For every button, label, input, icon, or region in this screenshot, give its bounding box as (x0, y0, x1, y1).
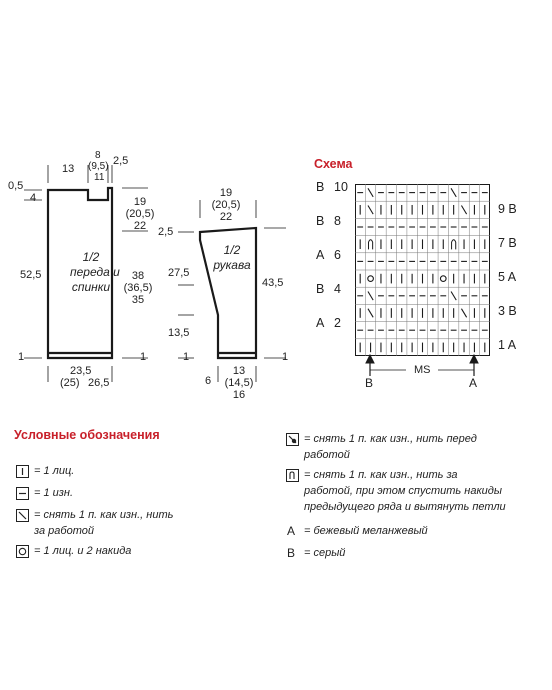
sleeve-upper: 27,5 (168, 267, 190, 279)
sleeve-width-group (220, 365, 258, 401)
body-title (70, 250, 120, 295)
knit-grid (355, 184, 490, 356)
row-color-letter: B (316, 214, 325, 228)
row-color-letter: A (316, 316, 325, 330)
legend-slip-drop-text1: = снять 1 п. как изн., нить за (304, 469, 458, 481)
sleeve-bottom-left: 1 (183, 351, 190, 363)
sleeve-title (212, 243, 252, 273)
chart-right-row-label: 5 A (498, 270, 517, 284)
dim-side-a: 38 (131, 270, 145, 282)
arrow-right-label: A (469, 376, 478, 390)
dim-right-c: 22 (133, 220, 147, 232)
sleeve-title-line1: 1/2 (223, 243, 241, 257)
repeat-label: MS (414, 364, 431, 376)
arrow-left-label: B (365, 376, 374, 390)
sleeve-top-c: 22 (219, 211, 233, 223)
sleeve-top-group (206, 187, 246, 223)
legend-double-yo-text: = 1 лиц. и 2 накида (34, 545, 132, 557)
dim-side-group (118, 270, 158, 306)
dim-width-c: 26,5 (88, 377, 110, 389)
dim-bottom-left: 1 (18, 351, 25, 363)
chart-right-row-label: 9 B (498, 202, 517, 216)
slip-back-symbol-icon (16, 509, 29, 522)
sleeve-right: 43,5 (262, 277, 284, 289)
dim-side-b: (36,5) (123, 282, 153, 294)
chart-right-row-label: 3 B (498, 304, 517, 318)
dim-length: 52,5 (20, 269, 42, 281)
color-a-letter: A (287, 524, 296, 538)
dim-neck-a: 8 (95, 150, 101, 161)
row-color-letter: A (316, 248, 325, 262)
dim-top-right: 2,5 (113, 155, 129, 167)
body-title-line3: спинки (71, 280, 111, 294)
row-color-letter: B (316, 282, 325, 296)
legend-title: Условные обозначения (14, 428, 160, 442)
dim-right-b: (20,5) (125, 208, 155, 220)
sleeve-width-b: (14,5) (224, 377, 254, 389)
chart-right-row-label: 1 A (498, 338, 517, 352)
double-yo-symbol-icon (16, 545, 29, 558)
legend-slip-drop-text3: предыдущего ряда и вытянуть петли (304, 501, 506, 513)
dim-left-second: 4 (30, 192, 37, 204)
row-number: 6 (334, 248, 341, 262)
sleeve-title-line2: рукава (213, 258, 251, 272)
dim-width-b: (25) (60, 377, 80, 389)
body-title-line2: переда и (70, 265, 120, 279)
slip-drop-symbol-icon (286, 469, 299, 482)
legend-slip-drop-text2: работой, при этом спустить накиды (304, 485, 502, 497)
legend-slip-back-text2: за работой (34, 525, 94, 537)
purl-symbol-icon (16, 487, 29, 500)
dim-right-a: 19 (133, 196, 147, 208)
row-color-letter: B (316, 180, 325, 194)
legend-knit-text: = 1 лиц. (34, 465, 75, 477)
sleeve-top-b: (20,5) (211, 199, 241, 211)
body-title-line1: 1/2 (82, 250, 100, 264)
dim-bottom-right: 1 (140, 351, 147, 363)
slip-front-symbol-icon (286, 433, 299, 446)
dim-side-c: 35 (131, 294, 145, 306)
sleeve-top-a: 19 (219, 187, 233, 199)
knit-symbol-icon (16, 465, 29, 478)
sleeve-bottom-right: 1 (282, 351, 289, 363)
color-b-text: = серый (304, 547, 346, 559)
legend-slip-front-text1: = снять 1 п. как изн., нить перед (304, 433, 477, 445)
color-b-letter: B (287, 546, 296, 560)
dim-right-group (125, 196, 155, 232)
row-number: 8 (334, 214, 341, 228)
dim-left-top: 0,5 (8, 180, 24, 192)
row-number: 4 (334, 282, 341, 296)
dim-neck-b: (9,5) (88, 161, 109, 172)
sleeve-cuff-side: 6 (205, 375, 212, 387)
row-number: 10 (334, 180, 348, 194)
dim-shoulder: 13 (62, 163, 75, 175)
sleeve-width-a: 13 (232, 365, 246, 377)
sleeve-lower: 13,5 (168, 327, 190, 339)
dim-neck-c: 11 (94, 172, 105, 183)
sleeve-width-c: 16 (232, 389, 246, 401)
sleeve-left-top: 2,5 (158, 226, 174, 238)
row-number: 2 (334, 316, 341, 330)
legend-purl-text: = 1 изн. (34, 487, 73, 499)
dim-width-a: 23,5 (70, 365, 92, 377)
legend-slip-front-text2: работой (304, 449, 350, 461)
legend-slip-back-text1: = снять 1 п. как изн., нить (34, 509, 174, 521)
chart-title: Схема (314, 157, 353, 171)
chart-right-row-label: 7 B (498, 236, 517, 250)
color-a-text: = бежевый меланжевый (304, 525, 428, 537)
